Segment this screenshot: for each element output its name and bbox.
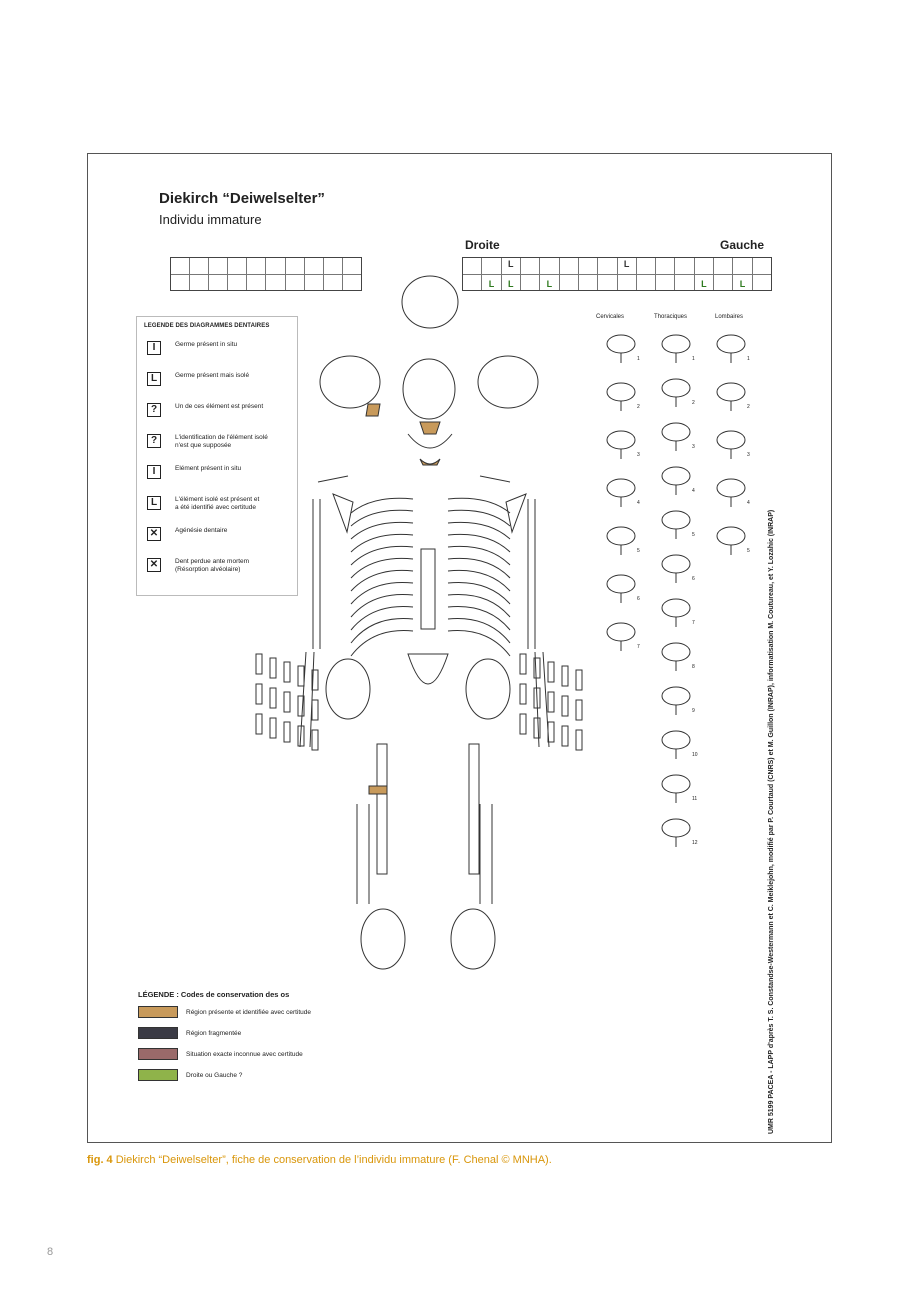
- foot-left: [451, 909, 495, 969]
- vertebra-number: 5: [692, 532, 695, 538]
- phalanx: [270, 688, 276, 708]
- caption-label: fig. 4: [87, 1154, 113, 1166]
- vertebra-number: 1: [692, 356, 695, 362]
- vertebra: [717, 527, 745, 545]
- skull-right-lateral: [320, 356, 380, 408]
- rib: [448, 558, 510, 578]
- vert-header-cervical: Cervicales: [596, 314, 625, 320]
- ilium-left: [466, 659, 510, 719]
- vertebra: [662, 819, 690, 837]
- legend-swatch: [138, 1069, 178, 1081]
- vertebra: [717, 335, 745, 353]
- femur-fragment-ochre: [369, 786, 387, 794]
- mandible-fragment-right: [366, 404, 380, 416]
- legend-symbol: ✕: [147, 527, 161, 541]
- vertebra-number: 2: [692, 400, 695, 406]
- vertebra-number: 10: [692, 752, 698, 758]
- rib: [351, 558, 413, 578]
- rib: [351, 534, 413, 552]
- vert-header-thoracic: Thoraciques: [654, 314, 688, 320]
- clavicles: [318, 476, 510, 482]
- conservation-legend-item: [138, 1048, 303, 1060]
- side-label-right: Droite: [465, 238, 500, 252]
- vertebra-number: 4: [692, 488, 695, 494]
- phalanx: [548, 662, 554, 682]
- vertebra-number: 4: [637, 500, 640, 506]
- mandible-fragment-front: [420, 422, 440, 434]
- legend-symbol: L: [147, 496, 161, 510]
- phalanx: [520, 654, 526, 674]
- tooth-mark: L: [739, 279, 746, 289]
- phalanx: [284, 722, 290, 742]
- humeri: [313, 499, 535, 649]
- legend-swatch: [138, 1048, 178, 1060]
- phalanx: [298, 666, 304, 686]
- sacrum: [408, 654, 448, 684]
- conservation-sheet: Diekirch “Deiwelselter” Individu immature Droite Gauche L L L L L L L LEGENDE DES DIAGRAMMES DENTAIRES I Germe présent in situ L Germe présent mais isolé ? Un de ces élément est présent ? L'identification de l'élément isolé n'est que supposée I Elément présent in situ L L'élément isolé est présent et a été identifié avec certitude ✕ Agénésie dentaire ✕ Dent perdue ante mortem (Résorption alvéolaire) Cervicales Thoraciques Lombaires 1 2 3 4 5 6 7 1 2 3 4 5 6 7 8 9 10 11 12 1 2 3 4 5 LÉGENDE : Codes de conservation des os Région présente et identifiée avec certitude Région fragmentée Situation exacte inconnue avec certitude Droite ou Gauche ? UMR 5199 PACEA - LAPP d'après T. S. Constandse-Westermann et C. Meiklejohn, modifié par P. Courtaud (CNRS) et M. Guillon (INRAP), informatisation M. Coutureau, et Y. Lozahic (INRAP): [87, 153, 832, 1143]
- phalanx: [312, 700, 318, 720]
- rib: [448, 631, 510, 656]
- rib: [351, 582, 413, 604]
- vertebra-number: 6: [637, 596, 640, 602]
- vertebra: [607, 623, 635, 641]
- phalanx: [576, 700, 582, 720]
- phalanx: [520, 684, 526, 704]
- vertebra: [662, 379, 690, 397]
- vertebra-number: 6: [692, 576, 695, 582]
- rib: [351, 594, 413, 617]
- ribs-left: [448, 498, 510, 656]
- phalanx: [562, 666, 568, 686]
- vertebra-number: 3: [692, 444, 695, 450]
- forearms: [300, 652, 549, 747]
- phalanx: [520, 714, 526, 734]
- legend-symbol: I: [147, 341, 161, 355]
- mandible-ochre: [420, 459, 440, 465]
- rib: [448, 534, 510, 552]
- conservation-legend-title: LÉGENDE : Codes de conservation des os: [138, 990, 290, 999]
- phalanx: [270, 658, 276, 678]
- vertebra: [717, 479, 745, 497]
- conservation-legend-item: [138, 1006, 311, 1018]
- vertebrae: [607, 335, 745, 847]
- page-number: 8: [47, 1246, 54, 1258]
- vertebra: [607, 527, 635, 545]
- caption-text: Diekirch “Deiwelselter”, fiche de conservation de l’individu immature (F. Chenal © MNHA).: [112, 1154, 552, 1166]
- tooth-mark: L: [508, 279, 514, 289]
- ribs-right: [351, 498, 413, 656]
- sheet-title: Diekirch “Deiwelselter”: [159, 190, 325, 207]
- phalanx: [562, 726, 568, 746]
- vertebra-number: 7: [637, 644, 640, 650]
- femur-right: [377, 744, 387, 874]
- legend-text: Région présente et identifiée avec certitude: [186, 1008, 312, 1016]
- vertebra-number: 3: [747, 452, 750, 458]
- vertebra: [662, 599, 690, 617]
- sheet-subtitle: Individu immature: [159, 212, 262, 227]
- vertebra-number: 1: [747, 356, 750, 362]
- legend-text: L'élément isolé est présent et a été identifié avec certitude: [175, 496, 260, 511]
- vertebra: [662, 731, 690, 749]
- phalanx: [562, 696, 568, 716]
- vertebra-number: 12: [692, 840, 698, 846]
- vertebra-number: 5: [637, 548, 640, 554]
- skull-top-view: [402, 276, 458, 328]
- phalanx: [284, 662, 290, 682]
- vertebra: [607, 335, 635, 353]
- vertebra: [662, 687, 690, 705]
- dental-legend-title: LEGENDE DES DIAGRAMMES DENTAIRES: [144, 323, 270, 329]
- conservation-legend-item: [138, 1027, 241, 1039]
- legend-text: Agénésie dentaire: [175, 527, 228, 534]
- rib: [448, 582, 510, 604]
- rib: [448, 570, 510, 591]
- legend-text: Droite ou Gauche ?: [186, 1071, 243, 1079]
- vertebra: [607, 479, 635, 497]
- vertebra-number: 2: [747, 404, 750, 410]
- rib: [351, 631, 413, 656]
- vertebra: [662, 643, 690, 661]
- phalanx: [312, 730, 318, 750]
- legend-swatch: [138, 1006, 178, 1018]
- legend-text: Germe présent in situ: [175, 341, 238, 348]
- phalanx: [270, 718, 276, 738]
- phalanx: [534, 718, 540, 738]
- vertebra-number: 11: [692, 796, 698, 802]
- tooth-mark: L: [488, 279, 495, 289]
- legend-text: Un de ces élément est présent: [175, 403, 264, 410]
- legend-text: Dent perdue ante mortem (Résorption alvéolaire): [175, 558, 250, 573]
- sternum-spine: [421, 549, 435, 629]
- tooth-mark: L: [623, 259, 630, 269]
- rib: [448, 594, 510, 617]
- rib: [351, 546, 413, 565]
- tooth-mark: L: [546, 279, 553, 289]
- legend-symbol: L: [147, 372, 161, 386]
- vertebra: [607, 383, 635, 401]
- vert-header-lumbar: Lombaires: [715, 314, 744, 320]
- side-label-left: Gauche: [720, 238, 765, 252]
- phalanx: [576, 730, 582, 750]
- phalanx: [284, 692, 290, 712]
- conservation-legend-item: [138, 1069, 242, 1081]
- legend-swatch: [138, 1027, 178, 1039]
- skull-front: [403, 359, 455, 419]
- vertebra: [662, 555, 690, 573]
- legend-symbol: ?: [147, 434, 161, 448]
- vertebra-number: 5: [747, 548, 750, 554]
- skull-left-lateral: [478, 356, 538, 408]
- vertebra-number: 8: [692, 664, 695, 670]
- legend-text: Germe présent mais isolé: [175, 372, 250, 379]
- phalanx: [256, 714, 262, 734]
- legend-text: Région fragmentée: [186, 1029, 242, 1037]
- foot-right: [361, 909, 405, 969]
- figure-caption: [87, 1154, 552, 1166]
- vertebra: [717, 431, 745, 449]
- vertebra: [662, 775, 690, 793]
- legend-text: L'identification de l'élément isolé n'est que supposée: [175, 434, 268, 449]
- ilium-right: [326, 659, 370, 719]
- vertebra: [662, 335, 690, 353]
- tooth-mark: L: [508, 259, 514, 269]
- mandible: [408, 434, 452, 448]
- vertebra: [607, 575, 635, 593]
- vertebra: [717, 383, 745, 401]
- phalanx: [548, 692, 554, 712]
- legend-symbol: I: [147, 465, 161, 479]
- legend-text: Elément présent in situ: [175, 465, 242, 472]
- rib: [351, 570, 413, 591]
- vertebra: [607, 431, 635, 449]
- vertebra: [662, 423, 690, 441]
- tooth-mark: L: [701, 279, 707, 289]
- vertebra-number: 1: [637, 356, 640, 362]
- vertebra-number: 2: [637, 404, 640, 410]
- legend-text: Situation exacte inconnue avec certitude: [186, 1050, 303, 1058]
- vertebra: [662, 467, 690, 485]
- legend-symbol: ✕: [147, 558, 161, 572]
- femur-left: [469, 744, 479, 874]
- rib: [448, 546, 510, 565]
- phalanx: [256, 684, 262, 704]
- vertebra-number: 9: [692, 708, 695, 714]
- phalanx: [576, 670, 582, 690]
- vertebra-number: 7: [692, 620, 695, 626]
- vertebra-number: 3: [637, 452, 640, 458]
- vertebra: [662, 511, 690, 529]
- vertebra-number: 4: [747, 500, 750, 506]
- legend-symbol: ?: [147, 403, 161, 417]
- scapulae: [333, 494, 526, 532]
- phalanx: [256, 654, 262, 674]
